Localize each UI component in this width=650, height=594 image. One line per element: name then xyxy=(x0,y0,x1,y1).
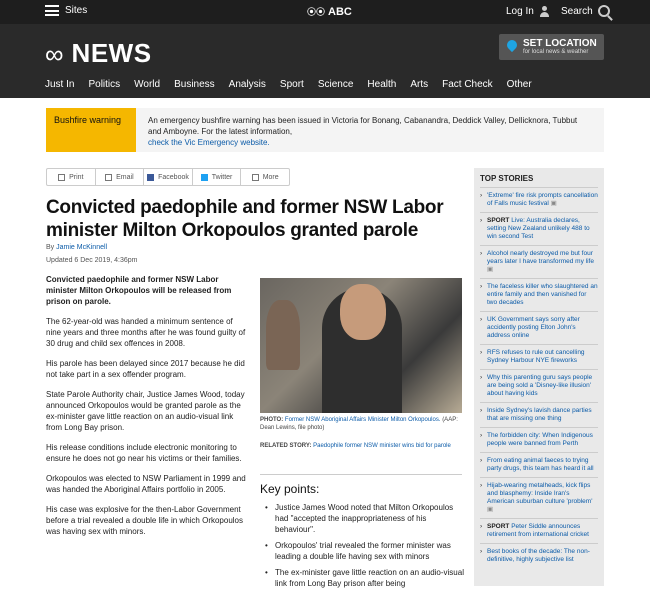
photo-caption-link[interactable]: Former NSW Aboriginal Affairs Minister Milton Orkopoulos. xyxy=(284,417,441,423)
top-story-link[interactable] xyxy=(480,212,598,245)
email-button[interactable] xyxy=(96,169,145,185)
set-location-button[interactable] xyxy=(499,34,604,60)
search-icon xyxy=(598,5,610,17)
set-location-sub: for local news & weather xyxy=(523,49,589,55)
key-point: • Justice James Wood noted that Milton Orkopoulos had "accepted the inappropriateness of his behaviour". xyxy=(260,502,465,535)
nav-other[interactable]: Other xyxy=(506,79,532,90)
top-story-link[interactable] xyxy=(480,427,598,452)
print-button[interactable] xyxy=(47,169,96,185)
abc-news-logo[interactable] xyxy=(45,38,152,69)
related-story xyxy=(260,442,460,450)
top-stories-list xyxy=(480,187,598,568)
location-pin-icon xyxy=(507,40,517,54)
facebook-icon xyxy=(147,174,154,181)
top-story-link[interactable] xyxy=(480,369,598,402)
abc-label: ABC xyxy=(328,5,352,18)
facebook-button[interactable] xyxy=(144,169,193,185)
story-title: From eating animal faeces to trying party drugs, this team has heard it all xyxy=(487,457,594,472)
login-button[interactable] xyxy=(506,6,550,17)
abc-home-link[interactable] xyxy=(307,5,352,18)
author-link[interactable]: Jamie McKinnell xyxy=(56,244,108,251)
bushfire-alert xyxy=(46,108,604,152)
top-story-link[interactable] xyxy=(480,477,598,518)
story-title: Best books of the decade: The non-definitive, highly subjective list xyxy=(487,548,590,563)
video-icon: ▣ xyxy=(487,506,494,513)
related-story-link[interactable]: Paedophile former NSW minister wins bid for parole xyxy=(313,443,451,449)
nav-world[interactable]: World xyxy=(134,79,161,90)
byline xyxy=(46,244,107,251)
user-icon xyxy=(539,6,550,17)
story-title: Live: Australia declares, setting New Zealand unlikely 488 to win second Test xyxy=(487,217,590,240)
top-story-link[interactable] xyxy=(480,452,598,477)
video-icon: ▣ xyxy=(548,200,557,207)
article-paragraph: Orkopoulos was elected to NSW Parliament in 1999 and was handed the Aboriginal Affairs portfolio in 2005. xyxy=(46,474,246,494)
more-label: More xyxy=(262,173,279,181)
key-points-title: Key points: xyxy=(260,482,320,496)
set-location-label: SET LOCATION xyxy=(523,38,597,49)
article-photo[interactable] xyxy=(260,278,462,413)
nav-politics[interactable]: Politics xyxy=(88,79,121,90)
hamburger-icon xyxy=(45,5,59,16)
story-title: UK Government says sorry after accidently posting Elton John's address online xyxy=(487,316,580,339)
byline-prefix: By xyxy=(46,244,55,251)
nav-business[interactable]: Business xyxy=(174,79,215,90)
site-header xyxy=(0,24,650,98)
story-title: 'Extreme' fire risk prompts cancellation of Falls music festival xyxy=(487,192,598,207)
abc-lissajous-icon: ∞ xyxy=(45,38,64,69)
story-title: The faceless killer who slaughtered an entire family and then vanished for two decades xyxy=(487,283,598,306)
story-title: RFS refuses to rule out cancelling Sydney Harbour NYE fireworks xyxy=(487,349,585,364)
top-story-link[interactable] xyxy=(480,344,598,369)
main-nav xyxy=(45,79,532,90)
brand-label: NEWS xyxy=(71,38,152,68)
top-story-link[interactable] xyxy=(480,278,598,311)
top-stories-title: TOP STORIES xyxy=(480,174,534,183)
story-title: Inside Sydney's lavish dance parties that are missing one thing xyxy=(487,407,592,422)
photo-person-bg xyxy=(266,300,300,370)
more-button[interactable] xyxy=(241,169,289,185)
story-title: Alcohol nearly destroyed me but four years later I have transformed my life xyxy=(487,250,594,265)
photo-face xyxy=(340,284,386,340)
print-icon xyxy=(58,174,65,181)
twitter-label: Twitter xyxy=(211,173,233,181)
nav-analysis[interactable]: Analysis xyxy=(228,79,266,90)
article-paragraph: State Parole Authority chair, Justice James Wood, today announced Orkopoulos would be granted parole as the ex-minister gave little reaction on an audio-visual link from Long Bay prison. xyxy=(46,390,245,432)
photo-caption xyxy=(260,416,460,432)
article-paragraph: His case was explosive for the then-Labor Government before a trial revealed a double life in which Orkopoulos was having sex with minors. xyxy=(46,505,244,536)
top-story-link[interactable] xyxy=(480,187,598,212)
story-prefix: SPORT xyxy=(487,217,510,224)
key-point: • The ex-minister gave little reaction on an audio-visual link from Long Bay prison after being xyxy=(260,567,465,589)
alert-message xyxy=(148,115,588,148)
top-story-link[interactable] xyxy=(480,311,598,344)
print-label: Print xyxy=(69,173,84,181)
alert-link[interactable]: check the Vic Emergency website. xyxy=(148,138,270,147)
related-label: RELATED STORY: xyxy=(260,443,312,449)
search-label: Search xyxy=(561,5,593,17)
nav-just-in[interactable]: Just In xyxy=(45,79,75,90)
facebook-label: Facebook xyxy=(158,173,189,181)
top-story-link[interactable] xyxy=(480,245,598,278)
alert-tag: Bushfire warning xyxy=(46,108,136,152)
story-title: Hijab-wearing metalheads, kick flips and blasphemy: Inside Iran's American suburban culture 'problem' xyxy=(487,482,593,505)
article-lead: Convicted paedophile and former NSW Labor minister Milton Orkopoulos will be released from prison on parole. xyxy=(46,275,232,306)
more-icon xyxy=(252,174,259,181)
key-points-list xyxy=(260,502,465,594)
alert-text: An emergency bushfire warning has been issued in Victoria for Bonang, Cabanandra, Deddick Valley, Dellicknora, Tubbut and Amboyne. For the latest information, xyxy=(148,116,578,136)
twitter-icon xyxy=(201,174,208,181)
email-label: Email xyxy=(116,173,134,181)
email-icon xyxy=(105,174,112,181)
story-title: Why this parenting guru says people are being sold a 'Disney-like illusion' about having kids xyxy=(487,374,593,397)
article-paragraph: The 62-year-old was handed a minimum sentence of nine years and three months after he was found guilty of 30 drug and child sex offences in 2008. xyxy=(46,317,246,348)
nav-science[interactable]: Science xyxy=(317,79,354,90)
top-stories-sidebar xyxy=(474,168,604,586)
top-story-link[interactable] xyxy=(480,518,598,543)
updated-timestamp: Updated 6 Dec 2019, 4:36pm xyxy=(46,257,138,264)
abc-logo-icon: ⦿⦿ xyxy=(307,7,326,17)
top-story-link[interactable] xyxy=(480,402,598,427)
nav-sport[interactable]: Sport xyxy=(279,79,304,90)
key-point: • Orkopoulos' trial revealed the former minister was leading a double life having sex with minors xyxy=(260,540,465,562)
article-paragraph: His release conditions include electronic monitoring to ensure he does not go near his victims or their families. xyxy=(46,443,242,463)
article-body xyxy=(46,274,246,546)
article-paragraph: His parole has been delayed since 2017 because he did not take part in a sex offender program. xyxy=(46,359,245,379)
story-title: Peter Siddle announces retirement from international cricket xyxy=(487,523,589,538)
video-icon: ▣ xyxy=(487,266,494,273)
nav-arts[interactable]: Arts xyxy=(410,79,429,90)
photo-label: PHOTO: xyxy=(260,417,284,423)
top-story-link[interactable] xyxy=(480,543,598,568)
twitter-button[interactable] xyxy=(193,169,242,185)
photo-credit: (AAP: Dean Lewins, file photo) xyxy=(260,417,458,431)
share-bar xyxy=(46,168,290,186)
sites-label: Sites xyxy=(65,5,88,16)
search-button[interactable] xyxy=(561,5,610,17)
login-label: Log In xyxy=(506,6,534,17)
divider xyxy=(260,474,462,475)
sites-menu-button[interactable] xyxy=(45,5,87,16)
story-prefix: SPORT xyxy=(487,523,510,530)
nav-health[interactable]: Health xyxy=(367,79,397,90)
article-headline: Convicted paedophile and former NSW Labor minister Milton Orkopoulos granted parole xyxy=(46,197,444,241)
story-title: The forbidden city: When Indigenous people were banned from Perth xyxy=(487,432,593,447)
top-bar xyxy=(0,0,650,24)
nav-fact-check[interactable]: Fact Check xyxy=(442,79,493,90)
